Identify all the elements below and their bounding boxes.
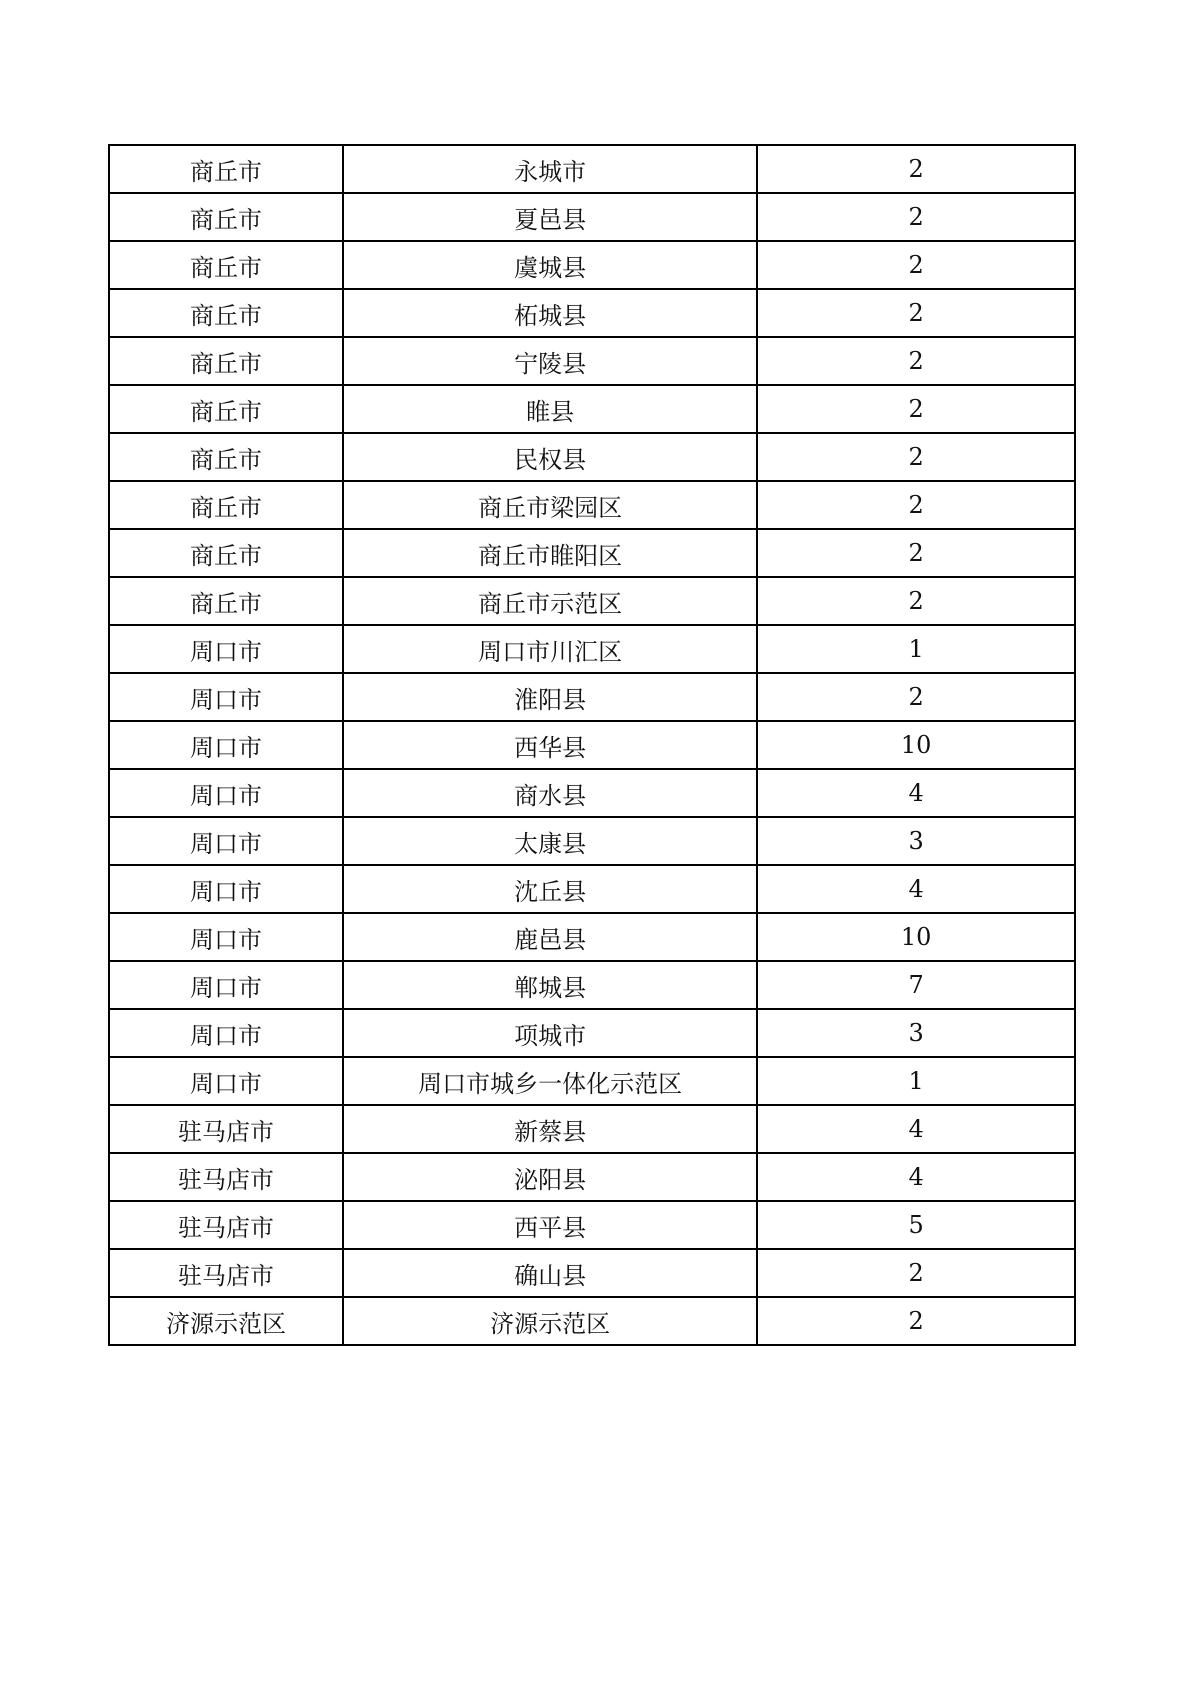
- count-cell: 3: [757, 1009, 1075, 1057]
- county-cell: 夏邑县: [343, 193, 757, 241]
- county-cell: 宁陵县: [343, 337, 757, 385]
- county-cell: 周口市城乡一体化示范区: [343, 1057, 757, 1105]
- county-cell: 商水县: [343, 769, 757, 817]
- city-cell: 驻马店市: [109, 1153, 343, 1201]
- county-cell: 民权县: [343, 433, 757, 481]
- county-cell: 鹿邑县: [343, 913, 757, 961]
- count-cell: 2: [757, 289, 1075, 337]
- count-cell: 2: [757, 145, 1075, 193]
- count-cell: 2: [757, 193, 1075, 241]
- count-cell: 3: [757, 817, 1075, 865]
- city-cell: 商丘市: [109, 145, 343, 193]
- table-row: [109, 1153, 1075, 1201]
- table-row: [109, 817, 1075, 865]
- table-row: [109, 673, 1075, 721]
- county-cell: 淮阳县: [343, 673, 757, 721]
- city-cell: 济源示范区: [109, 1297, 343, 1345]
- count-cell: 2: [757, 1297, 1075, 1345]
- county-cell: 柘城县: [343, 289, 757, 337]
- city-cell: 周口市: [109, 865, 343, 913]
- count-cell: 5: [757, 1201, 1075, 1249]
- county-cell: 泌阳县: [343, 1153, 757, 1201]
- county-cell: 永城市: [343, 145, 757, 193]
- county-cell: 虞城县: [343, 241, 757, 289]
- count-cell: 2: [757, 241, 1075, 289]
- table-row: [109, 1105, 1075, 1153]
- table-row: [109, 481, 1075, 529]
- table-row: [109, 529, 1075, 577]
- city-cell: 周口市: [109, 1009, 343, 1057]
- county-cell: 项城市: [343, 1009, 757, 1057]
- count-cell: 4: [757, 865, 1075, 913]
- county-cell: 商丘市睢阳区: [343, 529, 757, 577]
- city-cell: 商丘市: [109, 529, 343, 577]
- count-cell: 2: [757, 577, 1075, 625]
- count-cell: 2: [757, 385, 1075, 433]
- table-row: [109, 241, 1075, 289]
- count-cell: 2: [757, 673, 1075, 721]
- county-cell: 太康县: [343, 817, 757, 865]
- county-cell: 周口市川汇区: [343, 625, 757, 673]
- city-cell: 商丘市: [109, 481, 343, 529]
- count-cell: 2: [757, 481, 1075, 529]
- county-cell: 西平县: [343, 1201, 757, 1249]
- city-cell: 商丘市: [109, 193, 343, 241]
- count-cell: 10: [757, 913, 1075, 961]
- table-row: [109, 337, 1075, 385]
- city-cell: 商丘市: [109, 241, 343, 289]
- table-row: [109, 961, 1075, 1009]
- city-cell: 周口市: [109, 913, 343, 961]
- city-cell: 周口市: [109, 961, 343, 1009]
- count-cell: 2: [757, 433, 1075, 481]
- city-cell: 周口市: [109, 1057, 343, 1105]
- count-cell: 10: [757, 721, 1075, 769]
- city-cell: 周口市: [109, 625, 343, 673]
- city-cell: 驻马店市: [109, 1201, 343, 1249]
- table-row: [109, 385, 1075, 433]
- county-cell: 确山县: [343, 1249, 757, 1297]
- city-cell: 驻马店市: [109, 1105, 343, 1153]
- county-cell: 商丘市梁园区: [343, 481, 757, 529]
- city-cell: 周口市: [109, 769, 343, 817]
- table-row: [109, 577, 1075, 625]
- city-cell: 商丘市: [109, 433, 343, 481]
- count-cell: 2: [757, 529, 1075, 577]
- city-cell: 商丘市: [109, 289, 343, 337]
- table-row: [109, 1249, 1075, 1297]
- count-cell: 4: [757, 769, 1075, 817]
- count-cell: 4: [757, 1105, 1075, 1153]
- table-row: [109, 769, 1075, 817]
- table-row: [109, 289, 1075, 337]
- table-row: [109, 433, 1075, 481]
- count-cell: 2: [757, 337, 1075, 385]
- count-cell: 7: [757, 961, 1075, 1009]
- city-cell: 商丘市: [109, 337, 343, 385]
- city-cell: 周口市: [109, 673, 343, 721]
- county-cell: 郸城县: [343, 961, 757, 1009]
- count-cell: 1: [757, 1057, 1075, 1105]
- county-cell: 商丘市示范区: [343, 577, 757, 625]
- city-cell: 商丘市: [109, 385, 343, 433]
- city-cell: 周口市: [109, 721, 343, 769]
- county-cell: 西华县: [343, 721, 757, 769]
- table-row: [109, 865, 1075, 913]
- table-row: [109, 145, 1075, 193]
- table-row: [109, 193, 1075, 241]
- county-cell: 济源示范区: [343, 1297, 757, 1345]
- count-cell: 4: [757, 1153, 1075, 1201]
- table-row: [109, 913, 1075, 961]
- table-row: [109, 1201, 1075, 1249]
- county-cell: 新蔡县: [343, 1105, 757, 1153]
- city-cell: 周口市: [109, 817, 343, 865]
- city-cell: 商丘市: [109, 577, 343, 625]
- table-row: [109, 1297, 1075, 1345]
- count-cell: 1: [757, 625, 1075, 673]
- count-cell: 2: [757, 1249, 1075, 1297]
- table-row: [109, 721, 1075, 769]
- table-row: [109, 1057, 1075, 1105]
- county-cell: 睢县: [343, 385, 757, 433]
- table-row: [109, 625, 1075, 673]
- data-table: [108, 144, 1076, 1346]
- county-cell: 沈丘县: [343, 865, 757, 913]
- city-cell: 驻马店市: [109, 1249, 343, 1297]
- table-row: [109, 1009, 1075, 1057]
